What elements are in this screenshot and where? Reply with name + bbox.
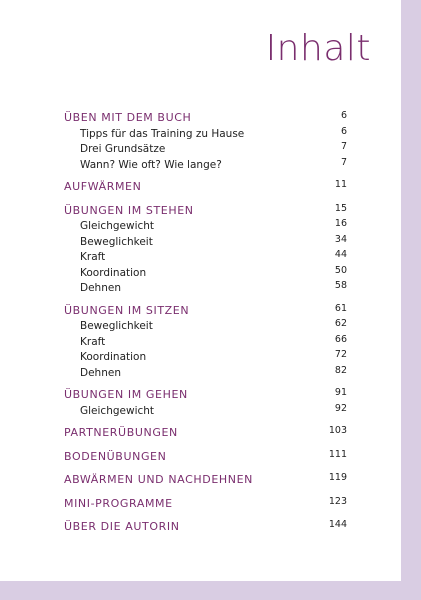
page-number: 58 bbox=[334, 280, 347, 291]
section-title: ÜBER DIE AUTORIN bbox=[64, 520, 180, 533]
toc-entry bbox=[64, 278, 347, 294]
entry-title: Kraft bbox=[80, 251, 106, 263]
section-title: ÜBUNGEN IM SITZEN bbox=[64, 303, 190, 317]
page-number: 66 bbox=[334, 333, 347, 345]
page-number: 16 bbox=[334, 218, 347, 229]
toc-entry bbox=[64, 155, 347, 171]
section-title: PARTNERÜBUNGEN bbox=[64, 426, 178, 439]
entry-title: Dehnen bbox=[80, 282, 121, 294]
toc-section bbox=[64, 470, 347, 486]
entry-title: Gleichgewicht bbox=[80, 404, 155, 417]
page-number: 6 bbox=[340, 110, 347, 121]
page-number: 62 bbox=[334, 318, 347, 329]
toc-entry bbox=[64, 332, 347, 348]
toc-section-heading bbox=[64, 447, 347, 463]
entry-title: Beweglichkeit bbox=[80, 320, 153, 332]
toc-section-heading bbox=[64, 201, 347, 217]
section-title: MINI-PROGRAMME bbox=[64, 496, 173, 510]
page-number: 7 bbox=[340, 141, 347, 152]
page-number: 91 bbox=[334, 387, 347, 398]
toc-section bbox=[64, 108, 347, 170]
section-title: ABWÄRMEN UND NACHDEHNEN bbox=[64, 473, 253, 486]
toc-section-heading bbox=[64, 301, 347, 317]
entry-title: Beweglichkeit bbox=[80, 235, 153, 248]
toc-section-heading bbox=[64, 517, 347, 533]
toc-section bbox=[64, 177, 347, 193]
page-number: 15 bbox=[334, 202, 347, 214]
toc-section-heading bbox=[64, 470, 347, 486]
page-number: 7 bbox=[340, 156, 347, 168]
toc-section-heading bbox=[64, 423, 347, 439]
section-title: BODENÜBUNGEN bbox=[64, 449, 167, 463]
entry-title: Drei Grundsätze bbox=[80, 143, 166, 155]
page-number: 144 bbox=[328, 519, 347, 530]
page-number: 119 bbox=[328, 472, 347, 483]
toc-section-heading bbox=[64, 385, 347, 401]
page-number: 6 bbox=[340, 125, 347, 137]
section-title: ÜBUNGEN IM STEHEN bbox=[64, 203, 194, 217]
toc-entry bbox=[64, 216, 347, 232]
toc-entry bbox=[64, 347, 347, 363]
entry-title: Kraft bbox=[80, 335, 106, 348]
toc-entry bbox=[64, 232, 347, 248]
toc-section-heading bbox=[64, 108, 347, 124]
page-number: 123 bbox=[328, 495, 347, 507]
page-number: 82 bbox=[334, 364, 347, 376]
entry-title: Wann? Wie oft? Wie lange? bbox=[80, 158, 222, 171]
page-number: 50 bbox=[334, 264, 347, 276]
page-number: 61 bbox=[334, 302, 347, 314]
page-number: 44 bbox=[334, 249, 347, 260]
toc-section-heading bbox=[64, 494, 347, 510]
toc-section bbox=[64, 385, 347, 416]
entry-title: Koordination bbox=[80, 351, 147, 363]
toc-section bbox=[64, 423, 347, 439]
toc-entry bbox=[64, 401, 347, 417]
section-title: ÜBEN MIT DEM BUCH bbox=[64, 111, 192, 124]
table-of-contents bbox=[64, 108, 347, 541]
toc-section bbox=[64, 201, 347, 294]
page-number: 72 bbox=[334, 349, 347, 360]
toc-section bbox=[64, 447, 347, 463]
page-title: Inhalt bbox=[265, 28, 371, 69]
toc-section-heading bbox=[64, 177, 347, 193]
page-number: 103 bbox=[328, 425, 347, 436]
section-title: AUFWÄRMEN bbox=[64, 180, 142, 193]
toc-section bbox=[64, 301, 347, 379]
toc-entry bbox=[64, 124, 347, 140]
entry-title: Gleichgewicht bbox=[80, 220, 155, 232]
entry-title: Dehnen bbox=[80, 366, 121, 379]
page-number: 34 bbox=[334, 233, 347, 245]
page-number: 92 bbox=[334, 402, 347, 414]
toc-entry bbox=[64, 139, 347, 155]
entry-title: Koordination bbox=[80, 266, 147, 279]
entry-title: Tipps für das Training zu Hause bbox=[80, 127, 245, 140]
page-number: 11 bbox=[334, 179, 347, 190]
page-number: 111 bbox=[328, 448, 347, 460]
section-title: ÜBUNGEN IM GEHEN bbox=[64, 388, 188, 401]
toc-entry bbox=[64, 316, 347, 332]
toc-entry bbox=[64, 363, 347, 379]
toc-entry bbox=[64, 263, 347, 279]
toc-entry bbox=[64, 247, 347, 263]
toc-section bbox=[64, 494, 347, 510]
toc-section bbox=[64, 517, 347, 533]
